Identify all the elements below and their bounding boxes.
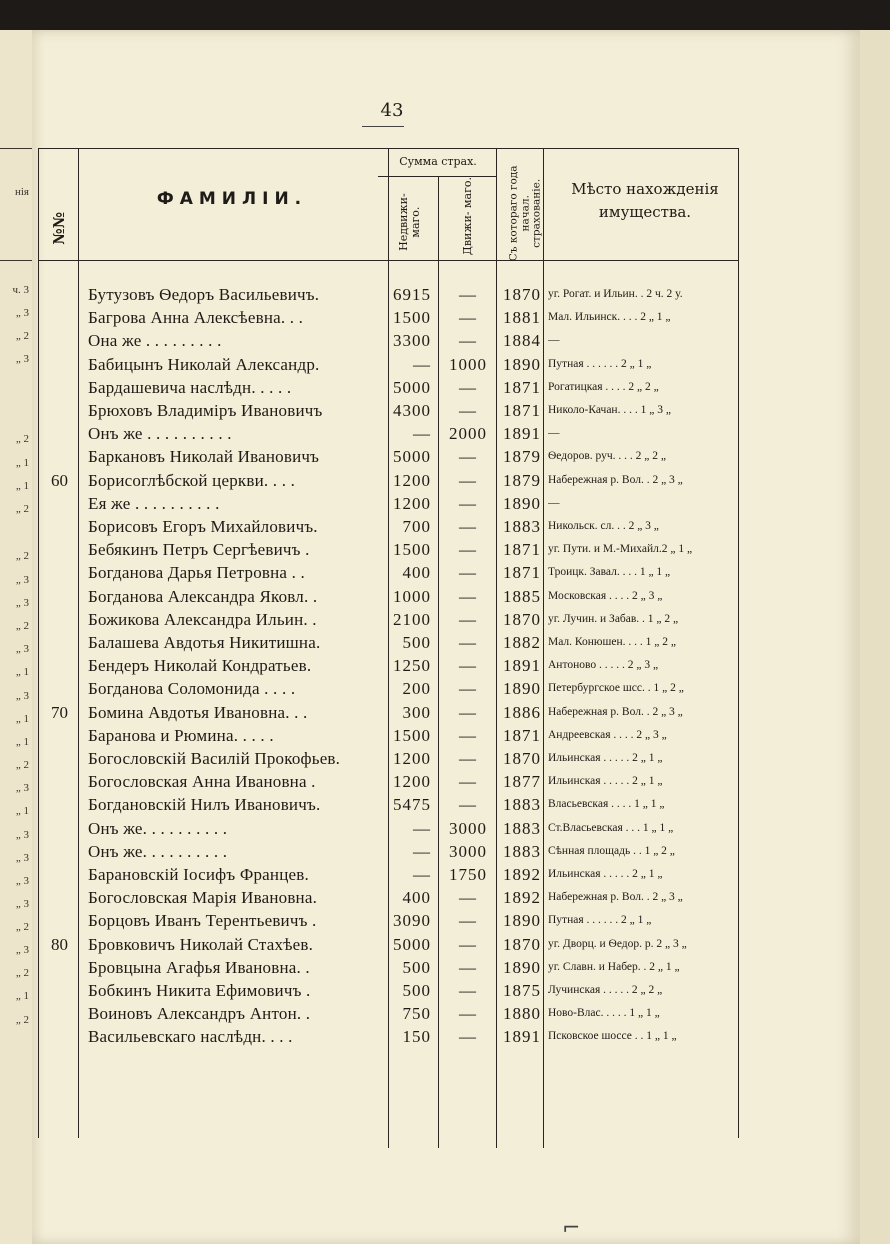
- location-cell: Псковское шоссе . . 1 „ 1 „: [548, 1030, 677, 1043]
- table-row: [32, 678, 860, 700]
- table-row: [32, 887, 860, 909]
- name-cell: Бровковичъ Николай Стахѣев.: [88, 934, 314, 954]
- year-cell: 1890: [503, 911, 541, 931]
- table-row: [32, 980, 860, 1002]
- prev-page-fragment: „ 1: [15, 990, 29, 1002]
- movable-sum-cell: 1750: [449, 865, 487, 884]
- movable-sum-cell: 3000: [449, 841, 487, 861]
- sum-header-rule: [378, 176, 496, 177]
- table-row: [32, 1026, 860, 1048]
- location-cell: Набережная р. Вол. . 2 „ 3 „: [548, 705, 683, 718]
- location-cell: Мал. Конюшен. . . . 1 „ 2 „: [548, 636, 676, 648]
- year-cell: 1891: [503, 1027, 541, 1047]
- immovable-sum-cell: 1500: [393, 540, 431, 560]
- movable-sum-cell: —: [459, 957, 477, 977]
- immovable-sum-cell: 4300: [393, 401, 431, 420]
- prev-page-fragment: „ 1: [15, 666, 29, 678]
- movable-sum-cell: —: [459, 656, 477, 676]
- movable-sum-cell: —: [459, 749, 477, 768]
- prev-page-fragment: „ 3: [15, 597, 29, 609]
- name-cell: Богословская Марія Ивановна.: [88, 888, 318, 908]
- location-cell: Сѣнная площадь . . 1 „ 2 „: [548, 844, 675, 857]
- table-row: [32, 957, 860, 979]
- location-cell: Ст.Власьевская . . . 1 „ 1 „: [548, 821, 674, 834]
- movable-sum-cell: —: [459, 981, 477, 1000]
- prev-page-fragment: „ 3: [15, 829, 29, 841]
- name-cell: Богданова Александра Яковл. .: [88, 586, 318, 606]
- movable-sum-cell: —: [459, 679, 477, 699]
- prev-page-fragment: „ 1: [15, 713, 29, 725]
- immovable-sum-cell: 2100: [393, 609, 431, 629]
- name-cell: Балашева Авдотья Никитишна.: [88, 633, 321, 652]
- name-cell: Бровцына Агафья Ивановна. .: [88, 957, 310, 977]
- movable-header: Движи- маго.: [460, 176, 474, 256]
- immovable-sum-cell: 750: [402, 1004, 431, 1024]
- name-cell: Воиновъ Александръ Антон. .: [88, 1004, 311, 1024]
- row-number: 70: [51, 702, 68, 722]
- name-cell: Онъ же. . . . . . . . . .: [88, 841, 228, 861]
- immovable-sum-cell: —: [413, 818, 431, 838]
- location-cell: Набережная р. Вол. . 2 „ 3 „: [548, 473, 683, 486]
- immovable-sum-cell: 300: [402, 702, 431, 722]
- year-cell: 1871: [503, 377, 541, 397]
- page-right-margin: [860, 30, 890, 1244]
- year-cell: 1881: [503, 308, 541, 328]
- movable-sum-cell: 3000: [449, 818, 487, 838]
- location-cell: Лучинская . . . . . 2 „ 2 „: [548, 984, 663, 996]
- year-cell: 1886: [503, 702, 541, 722]
- location-cell: Антоново . . . . . 2 „ 3 „: [548, 659, 659, 672]
- immovable-sum-cell: 400: [402, 563, 431, 583]
- prev-page-fragment: „ 3: [15, 875, 29, 887]
- year-cell: 1885: [503, 586, 541, 606]
- year-cell: 1870: [503, 609, 541, 629]
- prev-page-fragment: „ 1: [15, 736, 29, 748]
- year-cell: 1891: [503, 424, 541, 444]
- immovable-sum-cell: 1500: [393, 308, 431, 328]
- year-cell: 1875: [503, 981, 541, 1000]
- movable-sum-cell: —: [459, 540, 477, 560]
- year-cell: 1871: [503, 563, 541, 583]
- immovable-sum-cell: 1000: [393, 586, 431, 606]
- immovable-sum-cell: 1200: [393, 493, 431, 513]
- movable-sum-cell: —: [459, 911, 477, 931]
- prev-page-rule: [0, 148, 32, 149]
- table-row: [32, 609, 860, 631]
- movable-sum-cell: —: [459, 308, 477, 328]
- immovable-sum-cell: 500: [402, 633, 431, 652]
- location-cell: Андреевская . . . . 2 „ 3 „: [548, 728, 667, 741]
- year-cell: 1890: [503, 679, 541, 699]
- location-cell: Ильинская . . . . . 2 „ 1 „: [548, 775, 663, 788]
- year-cell: 1870: [503, 749, 541, 768]
- page-number-rule: [362, 126, 404, 127]
- year-cell: 1883: [503, 795, 541, 815]
- year-cell: 1883: [503, 818, 541, 838]
- table-row: [32, 725, 860, 747]
- table-row: [32, 470, 860, 492]
- name-cell: Богословская Анна Ивановна .: [88, 772, 316, 792]
- table-row: [32, 516, 860, 538]
- year-cell: 1880: [503, 1004, 541, 1024]
- table-row: [32, 1003, 860, 1025]
- year-cell: 1879: [503, 447, 541, 467]
- prev-page-fragment: „ 3: [15, 852, 29, 864]
- table-row: [32, 864, 860, 886]
- immovable-sum-cell: 500: [402, 981, 431, 1000]
- prev-page-fragment: „ 2: [15, 1014, 29, 1026]
- prev-page-fragment: „ 2: [15, 759, 29, 771]
- name-cell: Барановскій Іосифъ Францев.: [88, 865, 309, 884]
- movable-sum-cell: —: [459, 795, 477, 815]
- year-cell: 1883: [503, 841, 541, 861]
- movable-sum-cell: —: [459, 702, 477, 722]
- movable-sum-cell: —: [459, 1027, 477, 1047]
- name-cell: Ея же . . . . . . . . . .: [88, 493, 220, 513]
- year-cell: 1883: [503, 517, 541, 536]
- movable-sum-cell: —: [459, 470, 477, 490]
- location-cell: уг. Славн. и Набер. . 2 „ 1 „: [548, 960, 680, 973]
- immovable-sum-cell: —: [413, 841, 431, 861]
- name-cell: Багрова Анна Алексѣевна. . .: [88, 308, 304, 328]
- location-cell: Ново-Влас. . . . . 1 „ 1 „: [548, 1007, 660, 1020]
- name-cell: Бутузовъ Ѳедоръ Васильевичъ.: [88, 285, 320, 304]
- prev-page-fragment: „ 3: [15, 690, 29, 702]
- year-cell: 1892: [503, 865, 541, 884]
- prev-page-fragment: „ 2: [15, 921, 29, 933]
- immovable-sum-cell: 1500: [393, 725, 431, 745]
- immovable-sum-cell: 400: [402, 888, 431, 908]
- location-cell: Власьевская . . . . 1 „ 1 „: [548, 798, 665, 811]
- location-cell: уг. Лучин. и Забав. . 1 „ 2 „: [548, 612, 679, 625]
- name-cell: Бебякинъ Петръ Сергѣевичъ .: [88, 540, 310, 560]
- immovable-sum-cell: 700: [402, 517, 431, 536]
- name-cell: Бардашевича наслѣдн. . . . .: [88, 377, 292, 397]
- table-row: [32, 377, 860, 399]
- location-cell: Ильинская . . . . . 2 „ 1 „: [548, 752, 663, 764]
- year-cell: 1891: [503, 656, 541, 676]
- movable-sum-cell: —: [459, 934, 477, 954]
- immovable-header: Недвижи- маго.: [396, 193, 422, 251]
- movable-sum-cell: —: [459, 772, 477, 792]
- location-cell: Путная . . . . . . 2 „ 1 „: [548, 914, 652, 927]
- ledger-page: [32, 30, 860, 1244]
- name-cell: Бендеръ Николай Кондратьев.: [88, 656, 312, 676]
- name-header: ФАМИЛІИ.: [156, 189, 308, 209]
- name-cell: Богданова Дарья Петровна . .: [88, 563, 305, 583]
- num-header: №№: [49, 211, 68, 245]
- name-cell: Баранова и Рюмина. . . . .: [88, 725, 274, 745]
- movable-sum-cell: —: [459, 517, 477, 536]
- location-cell: Ильинская . . . . . 2 „ 1 „: [548, 868, 663, 880]
- movable-sum-cell: —: [459, 493, 477, 513]
- name-cell: Она же . . . . . . . . .: [88, 331, 222, 351]
- location-cell: Ѳедоров. руч. . . . 2 „ 2 „: [548, 450, 667, 463]
- name-cell: Богданова Соломонида . . . .: [88, 679, 296, 699]
- table-row: [32, 934, 860, 956]
- table-row: [32, 841, 860, 863]
- location-cell: Никольск. сл. . . 2 „ 3 „: [548, 520, 659, 532]
- prev-page-fragment: „ 3: [15, 353, 29, 365]
- name-cell: Борцовъ Иванъ Терентьевичъ .: [88, 911, 317, 931]
- immovable-sum-cell: 5000: [393, 934, 431, 954]
- table-row: [32, 818, 860, 840]
- name-cell: Бобкинъ Никита Ефимовичъ .: [88, 981, 311, 1000]
- table-row: [32, 284, 860, 306]
- prev-page-fragment: „ 1: [15, 480, 29, 492]
- year-cell: 1871: [503, 540, 541, 560]
- year-cell: 1870: [503, 285, 541, 304]
- immovable-sum-cell: —: [413, 865, 431, 884]
- movable-sum-cell: —: [459, 888, 477, 908]
- table-row: [32, 586, 860, 608]
- immovable-sum-cell: 5475: [393, 795, 431, 815]
- immovable-sum-cell: 5000: [393, 377, 431, 397]
- table-row: [32, 562, 860, 584]
- year-cell: 1870: [503, 934, 541, 954]
- immovable-sum-cell: 500: [402, 957, 431, 977]
- table-row: [32, 423, 860, 445]
- immovable-sum-cell: 5000: [393, 447, 431, 467]
- location-cell: уг. Пути. и М.-Михайл.2 „ 1 „: [548, 543, 693, 556]
- movable-sum-cell: —: [459, 1004, 477, 1024]
- prev-page-fragment: „ 3: [15, 898, 29, 910]
- immovable-sum-cell: 3300: [393, 331, 431, 351]
- immovable-sum-cell: —: [413, 424, 431, 444]
- name-cell: Божикова Александра Ильин. .: [88, 609, 317, 629]
- location-cell: Рогатицкая . . . . 2 „ 2 „: [548, 380, 659, 393]
- table-row: [32, 330, 860, 352]
- year-cell: 1890: [503, 493, 541, 513]
- year-cell: 1877: [503, 772, 541, 792]
- name-cell: Онъ же . . . . . . . . . .: [88, 424, 232, 444]
- previous-page-edge: [0, 30, 33, 1244]
- prev-page-fragment: „ 3: [15, 944, 29, 956]
- prev-page-fragment: „ 3: [15, 643, 29, 655]
- ink-mark: ⌐: [562, 1216, 581, 1241]
- name-cell: Богословскій Василій Прокофьев.: [88, 749, 341, 768]
- table-row: [32, 632, 860, 654]
- prev-page-fragment: ч. 3: [12, 284, 29, 296]
- prev-page-fragment: „ 2: [15, 330, 29, 342]
- sum-header: Сумма страх.: [399, 155, 477, 168]
- movable-sum-cell: —: [459, 633, 477, 652]
- year-cell: 1871: [503, 725, 541, 745]
- prev-page-fragment: „ 2: [15, 503, 29, 515]
- table-row: [32, 446, 860, 468]
- location-cell: уг. Дворц. и Ѳедор. р. 2 „ 3 „: [548, 937, 687, 950]
- movable-sum-cell: —: [459, 586, 477, 606]
- immovable-sum-cell: 200: [402, 679, 431, 699]
- row-number: 60: [51, 470, 68, 490]
- movable-sum-cell: —: [459, 285, 477, 304]
- location-cell: Троицк. Завал. . . . 1 „ 1 „: [548, 566, 671, 579]
- location-cell: Петербургское шсс. . 1 „ 2 „: [548, 682, 684, 695]
- name-cell: Богдановскій Нилъ Ивановичъ.: [88, 795, 321, 815]
- location-cell: Набережная р. Вол. . 2 „ 3 „: [548, 891, 683, 904]
- table-row: [32, 307, 860, 329]
- table-row: [32, 539, 860, 561]
- location-cell: Николо-Качан. . . . 1 „ 3 „: [548, 404, 671, 416]
- table-row: [32, 748, 860, 770]
- table-row: [32, 794, 860, 816]
- row-number: 80: [51, 934, 68, 954]
- year-cell: 1892: [503, 888, 541, 908]
- immovable-sum-cell: —: [413, 354, 431, 374]
- prev-page-fragment: „ 3: [15, 782, 29, 794]
- immovable-sum-cell: 150: [402, 1027, 431, 1047]
- name-cell: Бабицынъ Николай Александр.: [88, 354, 320, 374]
- table-row: [32, 771, 860, 793]
- location-cell: —: [548, 496, 560, 509]
- prev-page-fragment: „ 3: [15, 307, 29, 319]
- year-cell: 1884: [503, 331, 541, 351]
- year-cell: 1871: [503, 401, 541, 420]
- location-cell: Путная . . . . . . 2 „ 1 „: [548, 357, 652, 370]
- prev-page-fragment: „ 1: [15, 805, 29, 817]
- movable-sum-cell: —: [459, 377, 477, 397]
- name-cell: Онъ же. . . . . . . . . .: [88, 818, 228, 838]
- location-cell: Мал. Ильинск. . . . 2 „ 1 „: [548, 311, 671, 324]
- year-cell: 1890: [503, 354, 541, 374]
- prev-page-rule: [0, 260, 32, 261]
- movable-sum-cell: —: [459, 609, 477, 629]
- table-row: [32, 910, 860, 932]
- table-row: [32, 655, 860, 677]
- prev-page-fragment: „ 1: [15, 457, 29, 469]
- immovable-sum-cell: 1200: [393, 772, 431, 792]
- movable-sum-cell: 2000: [449, 424, 487, 444]
- location-header: Мѣсто нахожденія имущества.: [571, 180, 719, 221]
- page-number: 43: [380, 100, 404, 121]
- year-cell: 1890: [503, 957, 541, 977]
- location-cell: —: [548, 334, 560, 347]
- prev-page-fragment: „ 3: [15, 574, 29, 586]
- movable-sum-cell: —: [459, 331, 477, 351]
- year-header: Съ котораго года начал. страхованіе.: [507, 165, 543, 262]
- prev-page-header-fragment: нія: [14, 186, 29, 198]
- name-cell: Васильевскаго наслѣдн. . . .: [88, 1027, 293, 1047]
- table-row: [32, 354, 860, 376]
- immovable-sum-cell: 1200: [393, 470, 431, 490]
- prev-page-fragment: „ 2: [15, 433, 29, 445]
- prev-page-fragment: „ 2: [15, 967, 29, 979]
- table-row: [32, 493, 860, 515]
- immovable-sum-cell: 1250: [393, 656, 431, 676]
- movable-sum-cell: —: [459, 401, 477, 420]
- movable-sum-cell: —: [459, 563, 477, 583]
- prev-page-fragment: „ 2: [15, 550, 29, 562]
- name-cell: Борисоглѣбской церкви. . . .: [88, 470, 296, 490]
- movable-sum-cell: —: [459, 447, 477, 467]
- prev-page-fragment: „ 2: [15, 620, 29, 632]
- immovable-sum-cell: 6915: [393, 285, 431, 304]
- year-cell: 1879: [503, 470, 541, 490]
- name-cell: Борисовъ Егоръ Михайловичъ.: [88, 517, 318, 536]
- location-cell: Московская . . . . 2 „ 3 „: [548, 589, 663, 602]
- immovable-sum-cell: 1200: [393, 749, 431, 768]
- year-cell: 1882: [503, 633, 541, 652]
- name-cell: Брюховъ Владиміръ Ивановичъ: [88, 401, 323, 420]
- name-cell: Баркановъ Николай Ивановичъ: [88, 447, 320, 467]
- immovable-sum-cell: 3090: [393, 911, 431, 931]
- movable-sum-cell: —: [459, 725, 477, 745]
- table-row: [32, 702, 860, 724]
- table-row: [32, 400, 860, 422]
- name-cell: Бомина Авдотья Ивановна. . .: [88, 702, 308, 722]
- location-cell: —: [548, 427, 560, 440]
- location-cell: уг. Рогат. и Ильин. . 2 ч. 2 у.: [548, 288, 683, 300]
- movable-sum-cell: 1000: [449, 354, 487, 374]
